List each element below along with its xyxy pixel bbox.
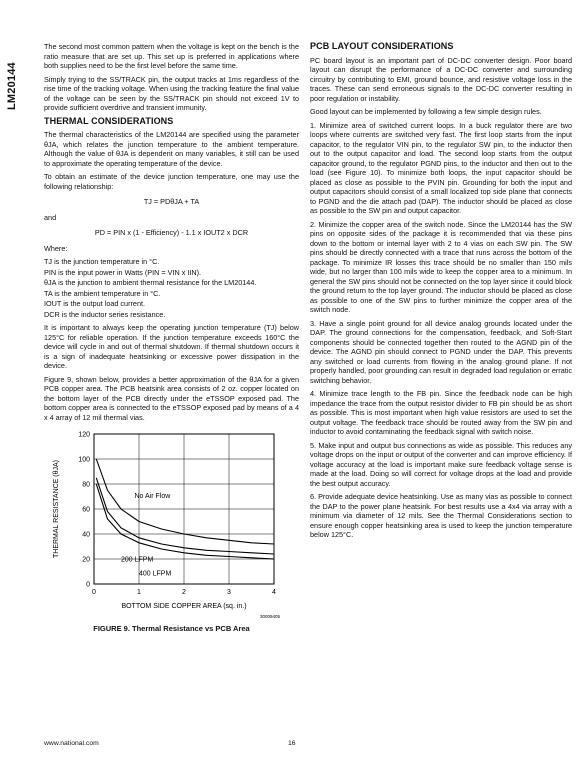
y-ticks bbox=[78, 432, 90, 589]
thermal-paragraph: It is important to always keep the operating junction temperature (TJ) below 125°C for reliable operation. If the junction temperature exceeds 160°C the device will cycle in and out of thermal shutdown. If thermal shutdown occurs it is a sign of inadequate heatsinking or excessive power dissipation in the device. bbox=[44, 323, 299, 370]
y-tick-label: 60 bbox=[82, 506, 90, 514]
x-tick-label: 1 bbox=[137, 589, 141, 596]
y-tick-label: 0 bbox=[86, 581, 90, 589]
layout-rule: 5. Make input and output bus connections as wide as possible. This reduces any voltage drops on the input or output of the converter and can improve efficiency. If voltage accuracy at the load is important make sure feedback voltage sense is made at the load. Doing so will correct for voltage drops at the load and provide the best output accuracy. bbox=[310, 440, 572, 488]
series-line bbox=[96, 459, 274, 544]
y-tick-label: 40 bbox=[82, 531, 90, 539]
layout-rule: 2. Minimize the copper area of the switch node. Since the LM20144 has the SW pins on opposite sides of the package it is recommended that via these pins down to the bottom or internal layer with 2 to 4 vias on each SW pin. The SW pins should be directly connected with a trace that runs across the bottom of the package. To minimize IR losses this trace should be no smaller than 150 mils wide, but no larger than 100 mils wide to keep the copper area to a minimum. In general the SW pins should not be connected on the top layer since it could block the ground return to the top layer ground. The inductor should be placed as close as possible to one of the SW pins to further minimize the copper area of the switch node. bbox=[310, 219, 572, 314]
thermal-paragraph: The thermal characteristics of the LM20144 are specified using the parameter θJA, which relates the junction temperature to the ambient temperature. Although the value of θJA is dependent on many variables, it still can be used to approximate the operating temperature of the device. bbox=[44, 130, 299, 168]
x-ticks bbox=[92, 589, 276, 596]
x-tick-label: 2 bbox=[182, 589, 186, 596]
definition-line: DCR is the inductor series resistance. bbox=[44, 309, 166, 319]
intro-paragraph: The second most common pattern when the voltage is kept on the bench is the ratio measure that are set up. This set up is preferred in applications where both supplies need to be the first level before the same time. bbox=[44, 42, 299, 70]
x-tick-label: 4 bbox=[272, 589, 276, 596]
intro-paragraph: Simply trying to the SS/TRACK pin, the output tracks at 1ms regardless of the rise time of the tracking voltage. When using the tracking feature the final value of the voltage can be seen by the SS/TRACK pin should not exceed 1V to provide sufficient overdrive and transient immunity. bbox=[44, 74, 299, 112]
right-column bbox=[310, 42, 572, 544]
y-tick-label: 100 bbox=[78, 456, 90, 464]
layout-rule: 6. Provide adequate device heatsinking. Use as many vias as possible to connect the DAP to the power plane heatsink. For best results use a 4x4 via array with a minimum via diameter of 12 mils. See the Thermal Considerations section to ensure enough copper heatsinking area is used to keep the junction temperature below 125°C. bbox=[310, 492, 572, 539]
series-label: 400 LFPM bbox=[139, 570, 172, 578]
chart-series bbox=[96, 459, 274, 577]
x-tick-label: 0 bbox=[92, 589, 96, 596]
definition-line: IOUT is the output load current. bbox=[44, 299, 146, 308]
thermal-considerations-heading: THERMAL CONSIDERATIONS bbox=[44, 115, 174, 126]
layout-rule: 1. Minimize area of switched current loops. In a buck regulator there are two loops where currents are switched very fast. The first loop starts from the input capacitor, to the regulator VIN pin, to the regulator SW pin, to the inductor then out to the output capacitor and load. The second loop starts from the output capacitor ground, to the regulator PGND pins, to the inductor and then out to the load (see Figure 10). To minimize both loops, the input capacitor should be placed as close as possible to the PVIN pin. Grounding for both the input and output capacitors should consist of a small localized top side plane that connects to PGND and the die attach pad (DAP). The inductor should be placed as close as possible to the SW pin and output capacitor. bbox=[310, 120, 572, 215]
thermal-paragraph: To obtain an estimate of the device junction temperature, one may use the following relationship: bbox=[44, 172, 299, 191]
thermal-paragraph: Figure 9, shown below, provides a better approximation of the θJA for a given PCB copper area. The PCB heatsink area consists of 2 oz. copper located on the bottom layer of the PCB directly under the eTSSOP exposed pad. The bottom copper area is connected to the eTSSOP exposed pad by means of a 4 x 4 array of 12 mil thermal vias. bbox=[44, 374, 299, 422]
y-tick-label: 120 bbox=[78, 431, 90, 439]
pcb-layout-heading: PCB LAYOUT CONSIDERATIONS bbox=[310, 41, 454, 51]
thermal-resistance-chart bbox=[44, 426, 299, 624]
y-tick-label: 80 bbox=[82, 481, 90, 489]
chart-svg bbox=[44, 426, 299, 624]
power-dissipation-equation: PD = PIN x (1 - Efficiency) - 1.1 x IOUT2 x DCR bbox=[94, 228, 249, 237]
chart-code-label: 30009405 bbox=[259, 614, 280, 619]
page-number: 16 bbox=[288, 740, 296, 747]
series-label: 200 LFPM bbox=[121, 556, 154, 564]
figure-caption: FIGURE 9. Thermal Resistance vs PCB Area bbox=[93, 624, 250, 633]
definition-line: TJ is the junction temperature in °C. bbox=[44, 257, 160, 266]
x-tick-label: 3 bbox=[227, 589, 231, 596]
definition-line: θJA is the junction to ambient thermal resistance for the LM20144. bbox=[44, 278, 257, 287]
x-axis-label: BOTTOM SIDE COPPER AREA (sq. in.) bbox=[121, 603, 247, 610]
series-label: No Air Flow bbox=[134, 492, 171, 500]
junction-temperature-equation: TJ = PDθJA + TA bbox=[143, 197, 200, 206]
pcb-paragraph: Good layout can be implemented by following a few simple design rules. bbox=[310, 107, 542, 116]
left-column bbox=[44, 42, 299, 638]
product-side-label: LM20144 bbox=[6, 62, 18, 110]
where-label: Where: bbox=[44, 243, 68, 253]
definition-line: PIN is the input power in Watts (PIN = VIN x IIN). bbox=[44, 267, 202, 277]
definition-line: TA is the ambient temperature in °C. bbox=[44, 288, 161, 298]
layout-rule: 4. Minimize trace length to the FB pin. Since the feedback node can be high impedance the trace from the output resistor divider to FB pin should be as short as possible. This is most important when high value resistors are used to set the output voltage. The feedback trace should be routed away from the SW pin and inductor to avoid contaminating the feedback signal with switch noise. bbox=[310, 389, 572, 436]
and-label: and bbox=[44, 212, 57, 222]
layout-rule: 3. Have a single point ground for all device analog grounds located under the DAP. The ground connections for the compensation, feedback, and Soft-Start components should be connected together then routed to the AGND pin of the device. The AGND pin should connect to PGND under the DAP. This prevents any switched or load currents from flowing in the analog ground plane. If not properly handled, poor grounding can result in degraded load regulation or erratic switching behavior. bbox=[310, 318, 572, 385]
y-axis-label: THERMAL RESISTANCE (θJA) bbox=[53, 459, 60, 559]
pcb-paragraph: PC board layout is an important part of DC-DC converter design. Poor board layout can disrupt the performance of a DC-DC converter and surrounding circuitry by contributing to EMI, ground bounce, and resistive voltage loss in the traces. These can send erroneous signals to the DC-DC converter resulting in poor regulation or instability. bbox=[310, 55, 572, 103]
y-tick-label: 20 bbox=[82, 556, 90, 564]
footer-website[interactable]: www.national.com bbox=[44, 740, 99, 747]
